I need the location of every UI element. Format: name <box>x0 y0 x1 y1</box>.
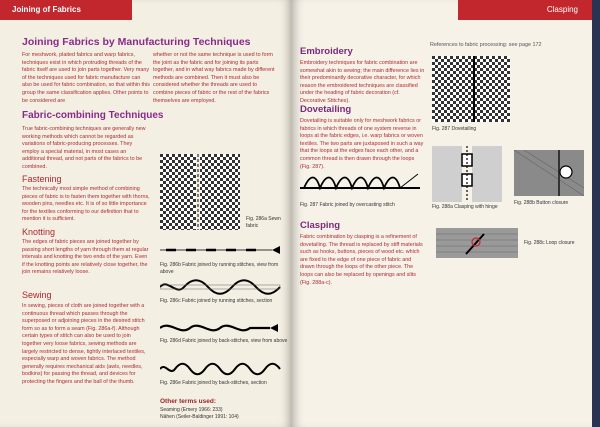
section-heading-fastening: Fastening <box>22 174 62 184</box>
section-heading-combining: Fabric-combining Techniques <box>22 110 164 121</box>
fig-286d-caption: Fig. 286d Fabric joined by back-stitches, view from above <box>160 338 288 344</box>
sewing-text: In sewing, pieces of cloth are joined together with a continuous thread which passes through the superposed or adjoining pieces in the desired stitch form so as to form a seam (Fig. 286a-f). Although certain types of stitch can also be used to join together very loose fabrics, sewing methods are largely restricted to dense, tightly interlaced textiles, especially warp and woven fabrics. The method generally requires mechanical aids (awls, needles, bodkins) for passing the thread, and devices for protecting the fingers and the ball of the thumb. <box>22 303 146 385</box>
fig-287-caption: Fig. 287 Dovetailing <box>432 126 477 132</box>
running-stitch-section-figure <box>160 278 290 296</box>
back-stitch-top-figure <box>160 318 290 338</box>
other-term-1: Seaming (Emery 1966: 233) <box>160 407 223 413</box>
other-term-2: Nähen (Seiler-Baldinger 1991: 104) <box>160 414 239 420</box>
overcasting-stitch-figure <box>300 170 426 200</box>
woven-fabric-figure <box>160 154 240 230</box>
dovetailing-text: Dovetailing is suitable only for meshwork fabrics or fabrics in which threads of one system reverse in loops at the fabric edges, i.e. warp fabrics or woven textiles. The two parts are juxtaposed in such a way that the loops at the edges face each other, and a common thread is then drawn through the loops (Fig. 287). <box>300 118 424 170</box>
knotting-text: The edges of fabric pieces are joined together by passing short lengths of yarn through them at regular intervals and knotting the two ends of the yarn. Even if the knotting points are relatively close together, the join remains relatively loose. <box>22 239 149 276</box>
left-page <box>0 0 292 427</box>
button-closure-figure <box>514 150 584 196</box>
combining-text: True fabric-combining techniques are generally new working methods which cannot be regarded as variations of fabric-producing processes. They employ a special material, in most cases an additional thread, and not parts of the fabrics to be combined. <box>22 126 146 170</box>
references-note: References to fabric processing: see page 172 <box>430 42 542 48</box>
section-heading-knotting: Knotting <box>22 227 56 237</box>
running-stitch-top-figure <box>160 240 290 260</box>
intro-text: For meshwork, plaited fabrics and warp fabrics, techniques exist in which protruding threads of the fabric itself are used to join parts together. Very many of the techniques used for fabric manufacture can also be used for fabric combination, so that within this group the same classification applies. Other points to be considered are <box>22 52 150 104</box>
dovetailing-figure <box>432 56 510 122</box>
right-header-tab: Clasping <box>458 0 592 20</box>
fig-288a-caption: Fig. 288a Clasping with hinge <box>432 204 498 210</box>
page-title: Joining Fabrics by Manufacturing Techniques <box>22 36 251 48</box>
section-heading-dovetailing: Dovetailing <box>300 104 352 115</box>
section-heading-clasping: Clasping <box>300 220 341 231</box>
fig-286e-caption: Fig. 286e Fabric joined by back-stitches, section <box>160 380 267 386</box>
hinge-clasp-figure <box>432 146 502 202</box>
fig-286b-caption: Fig. 286b Fabric joined by running stitches, view from above <box>160 262 279 275</box>
section-heading-sewing: Sewing <box>22 290 52 300</box>
fig-286a-caption: Fig. 286a Sewn fabric <box>246 216 281 229</box>
clasping-text: Fabric combination by clasping is a refinement of dovetailing. The thread is replaced by stiff materials such as hooks, buttons, pieces of wood etc. which are fixed to the edge of one piece of fabric and drawn through the loops of the other piece. The loops can also be replaced by openings and slits (Fig. 288a-c). <box>300 234 423 286</box>
book-cover-edge <box>592 0 600 427</box>
loop-closure-figure <box>436 228 518 258</box>
left-header-tab: Joining of Fabrics <box>0 0 132 20</box>
fig-288c-caption: Fig. 288c Loop closure <box>524 240 575 246</box>
embroidery-text: Embroidery techniques for fabric combination are somewhat akin to sewing; the main difference lies in their predominantly decorative character, for which reason the embroidered techniques are classified under the heading of fabric decoration (cf. Decorative Stitches). <box>300 60 425 104</box>
fig-288b-caption: Fig. 288b Button closure <box>514 200 569 206</box>
section-heading-embroidery: Embroidery <box>300 46 353 57</box>
fig-overcasting-caption: Fig. 287 Fabric joined by overcasting stitch <box>300 202 395 208</box>
fastening-text: The technically most simple method of combining pieces of fabric is to fasten them together with thorns, wooden pins, needles etc. It is of so little importance for the textiles conforming to our definition that to mention it is sufficient. <box>22 186 150 223</box>
right-page <box>292 0 592 427</box>
intro-text-2: whether or not the same technique is used to form the joint as the fabric and for joining its parts together, and in what way fabrics made by different methods are combined. Then it must also be considered whether the threads are used to combine pieces of fabric or the rest of the fabrics themselves are employed. <box>153 52 275 104</box>
other-terms-title: Other terms used: <box>160 398 216 405</box>
back-stitch-section-figure <box>160 360 290 378</box>
fig-286c-caption: Fig. 286c Fabric joined by running stitches, section <box>160 298 273 304</box>
